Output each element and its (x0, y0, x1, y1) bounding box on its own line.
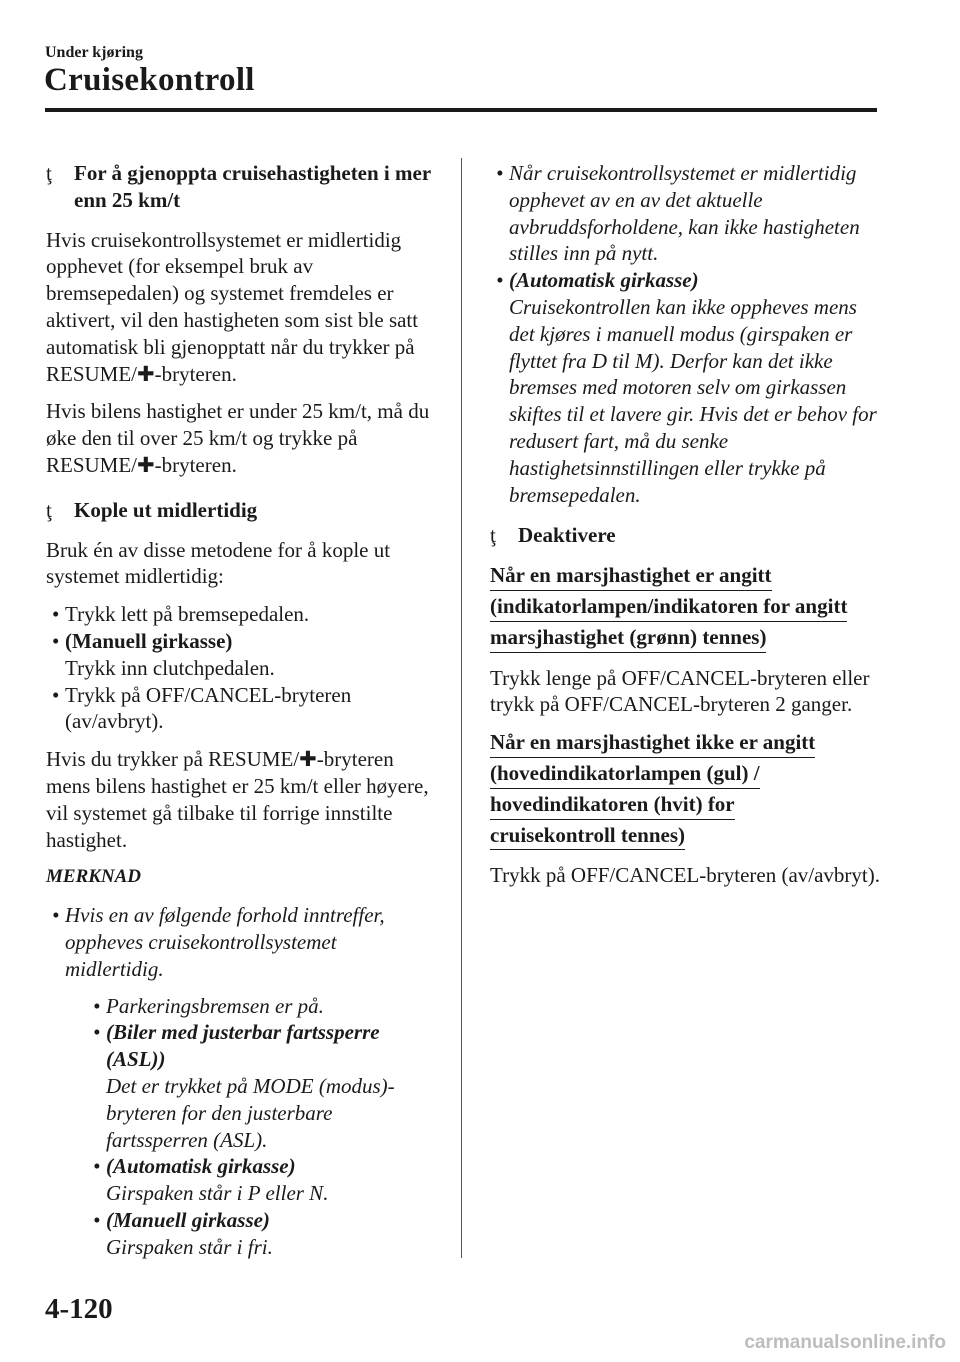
bullet-icon: • (496, 268, 504, 293)
condition-heading-not-set: Når en marsjhastighet ikke er angitt (hovedindikatorlampen (gul) / hovedindikatoren (hvit) for cruisekontroll tennes) (490, 729, 880, 852)
section-heading-text: Kople ut midlertidig (74, 497, 258, 522)
page-title: Cruisekontroll (44, 62, 255, 98)
chapter-label: Under kjøring (45, 44, 143, 61)
column-divider (461, 158, 462, 1258)
watermark: carmanualsonline.info (744, 1332, 946, 1353)
right-column (490, 160, 880, 900)
bullet-icon: • (93, 1020, 101, 1045)
paragraph: Hvis cruisekontrollsystemet er midlertidig opphevet (for eksempel bruk av bremsepedalen) og systemet fremdeles er aktivert, vil den hastigheten som sist ble satt automatisk bli gjenopptatt når du trykker på RESUME/✚-bryteren. (46, 227, 419, 386)
note-list-continued (490, 160, 880, 508)
section-heading-text: Deaktivere (518, 523, 616, 548)
paragraph: Trykk på OFF/CANCEL-bryteren (av/avbryt). (490, 863, 881, 888)
bullet-icon: • (52, 682, 60, 707)
section-heading-resume (46, 160, 436, 214)
section-heading-deactivate (490, 522, 880, 549)
note-label: MERKNAD (46, 866, 142, 888)
sub-bullet-list (65, 993, 436, 1261)
left-column (46, 160, 436, 1271)
paragraph: Hvis du trykker på RESUME/✚-bryteren mens bilens hastighet er 25 km/t eller høyere, vil systemet gå tilbake til forrige innstilte hastighet. (46, 747, 429, 852)
paragraph: Bruk én av disse metodene for å kople ut systemet midlertidig: (46, 537, 391, 589)
bullet-icon: • (52, 628, 60, 653)
list-item: • Trykk på OFF/CANCEL-bryteren (av/avbryt). (52, 682, 352, 734)
bullet-icon: • (93, 993, 101, 1018)
list-item: • Når cruisekontrollsystemet er midlertidig opphevet av en av det aktuelle avbruddsforholdene, kan ikke hastigheten stilles inn på nytt. (496, 161, 860, 266)
list-item: • Trykk lett på bremsepedalen. (52, 602, 310, 627)
paragraph: Hvis bilens hastighet er under 25 km/t, må du øke den til over 25 km/t og trykke på RESUME/✚-bryteren. (46, 399, 430, 477)
list-item: • Hvis en av følgende forhold inntreffer, oppheves cruisekontrollsystemet midlertidig. • Parkeringsbremsen er på. • (Biler med justerbar fartssperre (ASL)) Det er trykket på MODE (modus)-bryteren for den justerbare fartssperren (ASL). • (Automatisk girkasse) Girspaken står i P eller N. • (Manuell girkasse) Girspaken står i fri. (46, 902, 436, 1260)
list-item: • (Manuell girkasse) Trykk inn clutchpedalen. (52, 628, 275, 680)
list-item: • (Biler med justerbar fartssperre (ASL)) Det er trykket på MODE (modus)-bryteren for den justerbare fartssperren (ASL). (93, 1020, 395, 1152)
list-item: • (Automatisk girkasse) Girspaken står i P eller N. (93, 1154, 329, 1206)
list-item: • (Manuell girkasse) Girspaken står i fri. (93, 1207, 273, 1259)
section-marker-icon: ţ (46, 161, 52, 185)
page-number: 4-120 (45, 1293, 113, 1325)
header-rule (45, 108, 877, 112)
section-heading-disconnect (46, 497, 436, 524)
section-marker-icon: ţ (490, 523, 496, 548)
section-heading-text: For å gjenoppta cruisehastigheten i mer enn 25 km/t (74, 161, 431, 212)
paragraph: Trykk lenge på OFF/CANCEL-bryteren eller trykk på OFF/CANCEL-bryteren 2 ganger. (490, 665, 870, 717)
note-list (46, 902, 436, 1260)
section-marker-icon: ţ (46, 497, 52, 522)
bullet-icon: • (93, 1207, 101, 1232)
bullet-icon: • (52, 602, 60, 627)
bullet-icon: • (93, 1154, 101, 1179)
condition-heading-set: Når en marsjhastighet er angitt (indikatorlampen/indikatoren for angitt marsjhastighet (grønn) tennes) (490, 562, 880, 654)
list-item: • Parkeringsbremsen er på. (93, 993, 324, 1018)
bullet-icon: • (52, 903, 60, 928)
bullet-list (46, 601, 436, 735)
bullet-icon: • (496, 161, 504, 185)
list-item: • (Automatisk girkasse) Cruisekontrollen kan ikke oppheves mens det kjøres i manuell modus (girspaken er flyttet fra D til M). Derfor kan det ikke bremses med motoren selv om girkassen skiftes til et lavere gir. Hvis det er behov for redusert fart, må du senke hastighetsinnstillingen eller trykke på bremsepedalen. (496, 268, 877, 507)
